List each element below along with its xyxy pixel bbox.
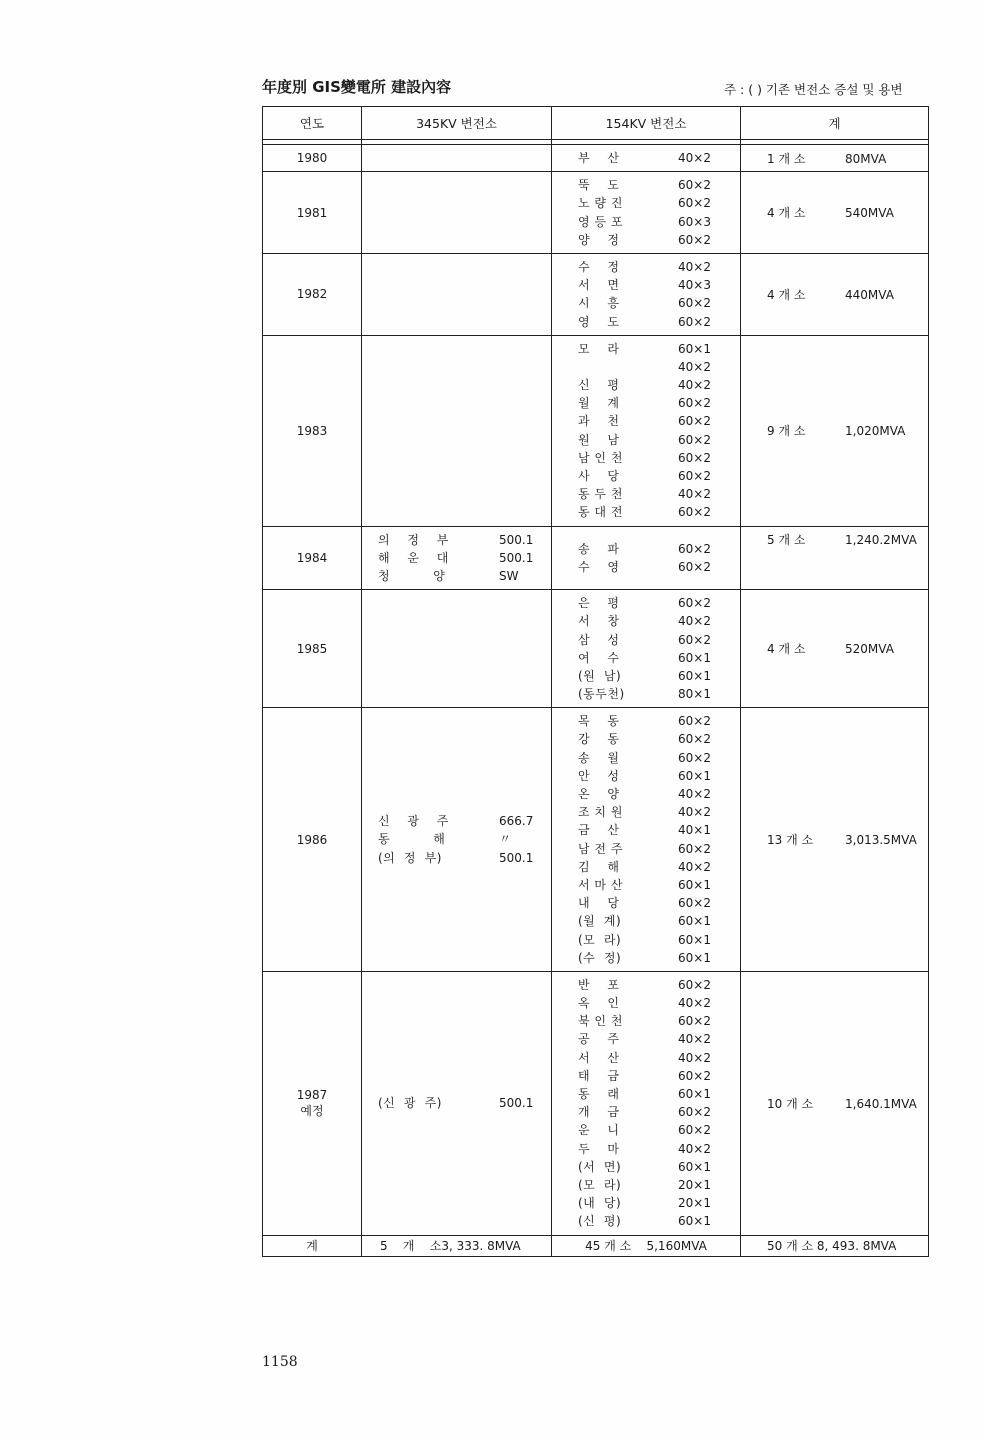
substation-entry [552,1049,740,1067]
table-row [263,971,929,1235]
substation-capacity: 60×2 [678,714,711,729]
substation-name: 남 전 주 [578,841,623,856]
substation-name: 서 산 [578,1050,620,1065]
substation-capacity: 40×3 [678,278,711,293]
substation-entry [552,358,740,376]
substation-capacity: 40×2 [678,378,711,393]
total-cell [741,971,929,1235]
total-capacity: 3,013.5MVA [845,833,917,848]
substation-capacity: 60×3 [678,214,711,229]
substations-345kv-cell [362,590,552,708]
substation-capacity: 60×1 [678,932,711,947]
substation-capacity: 40×2 [678,1050,711,1065]
substation-name: 옥 인 [578,996,620,1011]
substation-capacity: 40×2 [678,996,711,1011]
substation-name: (동두천) [578,687,625,702]
substation-capacity: 500.1 [499,550,534,565]
substation-name: 운 니 [578,1123,620,1138]
substation-name: 북 인 천 [578,1014,623,1029]
substation-capacity: 60×2 [678,596,711,611]
summary-row [263,1235,929,1256]
substation-capacity: 60×1 [678,1087,711,1101]
substations-154kv-cell [552,526,741,590]
substation-name: (의 정 부) [378,850,442,865]
substation-name: 과 천 [578,414,620,429]
year-text: 1987 [296,1087,328,1102]
substation-capacity: 60×2 [678,232,711,247]
substation-name: 동 대 전 [578,505,623,520]
substation-capacity: 60×2 [678,296,711,311]
substation-capacity: 40×1 [678,823,711,838]
substation-capacity: 60×1 [678,877,711,892]
col-header-345kv: 345KV 변전소 [362,107,552,140]
substation-name: 신 평 [578,378,620,393]
substation-capacity: 20×1 [678,1196,711,1211]
substation-entry [552,821,740,839]
substation-capacity: 60×2 [678,977,711,992]
substation-name: 신 광 주 [378,814,449,829]
substation-capacity: 60×2 [678,1105,711,1120]
substation-name: 모 라 [578,341,620,356]
total-count: 5 개 소 [767,532,806,547]
substation-name: 서 창 [578,614,620,629]
substation-capacity: 60×2 [678,841,711,856]
substation-entry [552,231,740,249]
substation-entry [362,1094,551,1112]
table-row [263,590,929,708]
year-text: 1986 [296,832,328,847]
total-cell [741,145,929,172]
substation-entry [552,1212,740,1230]
year-cell [263,708,362,972]
substation-capacity: 500.1 [499,532,534,547]
substations-154kv-cell [552,971,741,1235]
substation-name: 목 동 [578,714,620,729]
table-row [263,253,929,335]
total-cell [741,253,929,335]
substation-capacity: SW [499,568,519,583]
substation-capacity: 40×2 [678,805,711,820]
total-capacity: 1,640.1MVA [845,1096,917,1111]
substation-entry [552,976,740,994]
substation-entry [552,213,740,231]
substation-name: (신 평) [578,1214,622,1229]
substation-entry [552,149,740,167]
substation-capacity: 60×2 [678,896,711,911]
substation-entry [552,876,740,894]
substation-entry [552,685,740,703]
substation-capacity: 80×1 [678,687,711,702]
substation-name: 강 동 [578,732,620,747]
year-text: 1981 [296,205,328,220]
substation-entry [552,1085,740,1103]
total-count: 10 개 소 [767,1096,814,1111]
substations-154kv-cell [552,145,741,172]
substation-entry [362,830,551,848]
substation-capacity: 60×2 [678,414,711,429]
substation-capacity: 60×2 [678,732,711,747]
substation-entry [362,549,551,567]
substation-entry [552,840,740,858]
substation-entry [552,540,740,558]
substation-name: 김 해 [578,859,620,874]
substation-entry [552,894,740,912]
substation-entry [552,558,740,576]
substation-entry [552,1176,740,1194]
substation-entry [552,994,740,1012]
substation-entry [552,412,740,430]
total-cell [741,526,929,590]
substation-name [552,358,658,376]
substation-name: 청 양 [378,568,446,583]
substation-name: 시 흥 [578,296,620,311]
year-cell [263,590,362,708]
substation-name: 안 성 [578,768,620,783]
substation-entry [552,712,740,730]
substation-name: 원 남 [578,432,620,447]
substation-entry [552,467,740,485]
substation-capacity: 〃 [499,832,512,847]
substation-entry [552,1030,740,1048]
total-count: 9 개 소 [767,424,806,439]
substation-entry [552,485,740,503]
substation-name: (모 라) [578,1177,622,1192]
substation-name: 남 인 천 [578,450,623,465]
year-cell [263,335,362,526]
substation-name: 동 해 [378,832,446,847]
substations-345kv-cell [362,708,552,972]
substation-entry [552,949,740,967]
substation-entry [552,803,740,821]
substation-entry [552,1012,740,1030]
total-cell [741,590,929,708]
substations-154kv-cell [552,335,741,526]
substation-name: 월 계 [578,396,620,411]
substation-entry [552,749,740,767]
substation-entry [552,667,740,685]
substation-entry [552,858,740,876]
substation-capacity: 60×1 [678,650,711,665]
substation-entry [552,1121,740,1139]
summary-label: 계 [263,1235,362,1256]
substation-name: 양 정 [578,232,620,247]
substation-name: 서 면 [578,278,620,293]
substation-entry [362,531,551,549]
substation-name: 사 당 [578,469,620,483]
substations-345kv-cell [362,253,552,335]
total-count: 13 개 소 [767,833,814,848]
substation-capacity: 60×1 [678,768,711,783]
substation-capacity: 500.1 [499,1096,534,1111]
substation-capacity: 60×1 [678,914,711,929]
substation-entry [552,730,740,748]
substation-entry [552,194,740,212]
substation-entry [362,567,551,585]
substation-capacity: 60×2 [678,1068,711,1083]
year-text: 1984 [296,550,328,565]
substation-entry [552,294,740,312]
substation-capacity: 60×1 [678,1159,711,1174]
substation-name: 두 마 [578,1141,620,1156]
total-capacity: 540MVA [845,206,894,221]
substation-capacity: 60×2 [678,178,711,193]
year-cell [263,172,362,254]
substation-name: (원 남) [578,668,622,683]
substation-name: 영 도 [578,314,620,329]
substation-capacity: 666.7 [499,814,534,829]
substation-name: 삼 성 [578,632,620,647]
substation-entry [552,631,740,649]
substation-capacity: 40×2 [678,1032,711,1047]
substation-entry [552,313,740,331]
substation-capacity: 40×2 [678,151,711,165]
total-capacity: 80MVA [845,151,887,166]
substation-name: (서 면) [578,1159,622,1174]
substation-name: 온 양 [578,787,620,801]
year-text: 1985 [296,641,328,656]
substation-entry [552,912,740,930]
table-row [263,172,929,254]
substation-entry [552,785,740,803]
page-title: 年度別 GIS變電所 建設內容 [262,78,452,96]
total-cell [741,335,929,526]
substation-capacity: 60×2 [678,314,711,329]
substation-capacity: 40×2 [678,487,711,502]
substation-capacity: 60×1 [678,668,711,683]
substation-name: 여 수 [578,650,620,665]
table-note: 주 : ( ) 기존 변전소 증설 및 용변 [724,82,903,97]
year-text: 예정 [300,1103,324,1118]
substation-capacity: 60×2 [678,1014,711,1029]
substation-capacity: 40×2 [678,259,711,274]
substations-154kv-cell [552,590,741,708]
substation-entry [552,767,740,785]
substations-345kv-cell [362,172,552,254]
substation-entry [552,594,740,612]
substations-154kv-cell [552,708,741,972]
total-capacity: 440MVA [845,287,894,302]
substation-capacity: 40×2 [678,859,711,874]
substations-345kv-cell [362,971,552,1235]
summary-345kv: 5 개 소3, 333. 8MVA [362,1235,552,1256]
substation-entry [552,1103,740,1121]
substation-capacity: 60×2 [678,196,711,211]
substations-345kv-cell [362,145,552,172]
substations-345kv-cell [362,526,552,590]
total-count: 4 개 소 [767,287,806,302]
substation-capacity: 60×2 [678,469,711,483]
substation-capacity: 60×2 [678,632,711,647]
substation-entry [552,340,740,358]
substation-name: 수 영 [578,559,620,574]
total-capacity: 1,020MVA [845,424,906,439]
substations-154kv-cell [552,253,741,335]
year-cell [263,253,362,335]
substation-name: 태 금 [578,1068,620,1083]
substation-name: 송 파 [578,541,620,556]
substation-entry [552,376,740,394]
substation-capacity: 20×1 [678,1177,711,1192]
substation-entry [552,394,740,412]
col-header-total: 계 [741,107,929,140]
substation-name: (모 라) [578,932,622,947]
total-capacity: 520MVA [845,642,894,657]
substation-entry [552,431,740,449]
substation-entry [552,503,740,521]
total-capacity: 1,240.2MVA [845,532,917,547]
substation-name: 은 평 [578,596,620,611]
substation-name: 뚝 도 [578,178,620,193]
substation-name: 의 정 부 [378,532,449,547]
substation-name: 해 운 대 [378,550,449,565]
substation-name: 금 산 [578,823,620,838]
year-text: 1983 [296,423,328,438]
substation-capacity: 60×2 [678,450,711,465]
substation-entry [552,612,740,630]
substation-name: 영 등 포 [578,214,623,229]
substation-name: 조 치 원 [578,805,623,820]
substation-name: 동 래 [578,1087,620,1101]
substation-entry [552,276,740,294]
substation-capacity: 60×2 [678,432,711,447]
substation-capacity: 60×2 [678,750,711,765]
substation-capacity: 60×2 [678,559,711,574]
substation-capacity: 40×2 [678,359,711,374]
year-text: 1980 [296,151,328,166]
substation-capacity: 60×2 [678,541,711,556]
total-count: 1 개 소 [767,151,806,166]
substation-entry [362,849,551,867]
total-cell [741,172,929,254]
substation-entry [552,1067,740,1085]
page-number: 1158 [262,1354,298,1370]
total-count: 4 개 소 [767,642,806,657]
substation-name: (수 정) [578,950,622,965]
total-cell [741,708,929,972]
substation-name: 노 량 진 [578,196,623,211]
table-row [263,708,929,972]
substation-name: 서 마 산 [578,877,623,892]
substation-entry [552,931,740,949]
substation-name: 개 금 [578,1105,620,1120]
summary-total: 50 개 소 8, 493. 8MVA [741,1235,929,1256]
substation-capacity: 500.1 [499,850,534,865]
substations-345kv-cell [362,335,552,526]
substation-name: 동 두 천 [578,487,623,502]
substation-entry [552,176,740,194]
year-cell [263,526,362,590]
total-count: 4 개 소 [767,206,806,221]
substation-capacity: 60×1 [678,950,711,965]
substation-capacity: 60×2 [678,396,711,411]
substation-name: 수 정 [578,259,620,274]
year-cell [263,971,362,1235]
substation-name: 공 주 [578,1032,620,1047]
substation-capacity: 40×2 [678,614,711,629]
col-header-year: 연도 [263,107,362,140]
table-row [263,526,929,590]
substation-capacity: 40×2 [678,1141,711,1156]
substation-capacity: 60×1 [678,1214,711,1229]
substation-entry [362,812,551,830]
substation-name: 내 당 [578,896,620,911]
substation-name: 부 산 [578,151,620,165]
substation-entry [552,1194,740,1212]
substation-name: 송 월 [578,750,620,765]
substation-capacity: 40×2 [678,787,711,801]
substation-capacity: 60×2 [678,1123,711,1138]
substation-name: (신 광 주) [378,1096,442,1111]
substation-entry [552,449,740,467]
substation-name: (내 당) [578,1196,622,1211]
substation-capacity: 60×2 [678,505,711,520]
table-row [263,335,929,526]
substation-name: (월 계) [578,914,622,929]
substation-entry [552,649,740,667]
substations-154kv-cell [552,172,741,254]
substation-name: 반 포 [578,977,620,992]
substation-capacity: 60×1 [678,341,711,356]
col-header-154kv: 154KV 변전소 [552,107,741,140]
substation-entry [552,1140,740,1158]
summary-154kv: 45 개 소 5,160MVA [552,1235,741,1256]
substation-entry [552,1158,740,1176]
substation-entry [552,258,740,276]
table-row [263,145,929,172]
year-cell [263,145,362,172]
year-text: 1982 [296,287,328,302]
substation-table [262,106,929,1257]
